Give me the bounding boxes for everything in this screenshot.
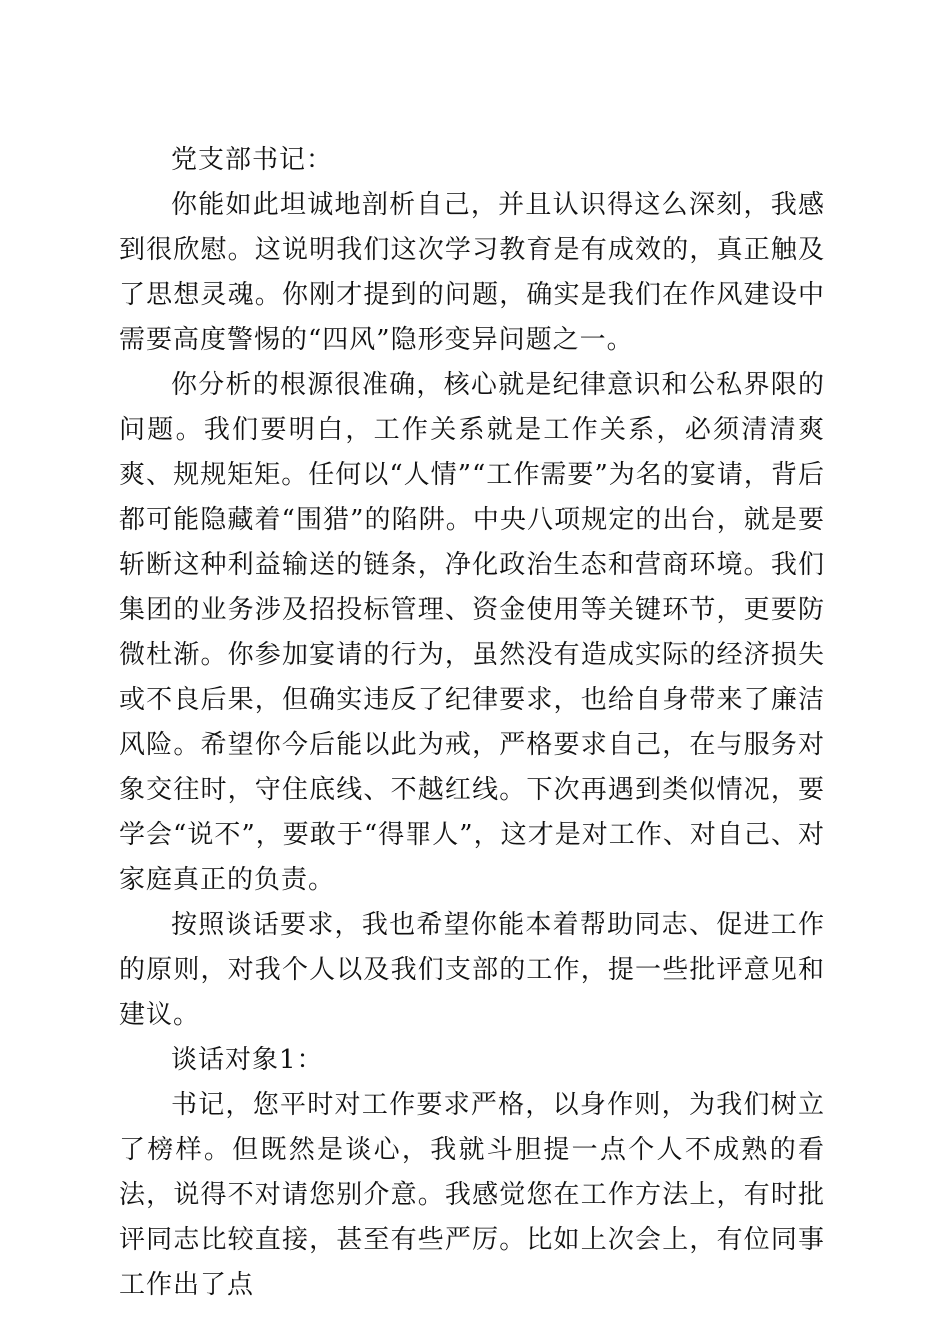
paragraph-interviewee-feedback: 书记，您平时对工作要求严格，以身作则，为我们树立了榜样。但既然是谈心，我就斗胆提一点个人不成熟的看法，说得不对请您别介意。我感觉您在工作方法上，有时批评同志比较直接，甚至有些严厉。比如上次会上，有位同事工作出了点 <box>119 1090 825 1300</box>
paragraph-root-cause-analysis: 你分析的根源很准确，核心就是纪律意识和公私界限的问题。我们要明白，工作关系就是工作关系，必须清清爽爽、规规矩矩。任何以“人情”“工作需要”为名的宴请，背后都可能隐藏着“围猎”的陷阱。中央八项规定的出台，就是要斩断这种利益输送的链条，净化政治生态和营商环境。我们集团的业务涉及招投标管理、资金使用等关键环节，更要防微杜渐。你参加宴请的行为，虽然没有造成实际的经济损失或不良后果，但确实违反了纪律要求，也给自身带来了廉洁风险。希望你今后能以此为戒，严格要求自己，在与服务对象交往时，守住底线、不越红线。下次再遇到类似情况，要学会“说不”，要敢于“得罪人”，这才是对工作、对自己、对家庭真正的负责。 <box>119 370 825 895</box>
paragraph-request-feedback: 按照谈话要求，我也希望你能本着帮助同志、促进工作的原则，对我个人以及我们支部的工作，提一些批评意见和建议。 <box>119 910 825 1030</box>
speaker-label-secretary: 党支部书记： <box>171 145 334 175</box>
paragraph-secretary-response: 你能如此坦诚地剖析自己，并且认识得这么深刻，我感到很欣慰。这说明我们这次学习教育是有成效的，真正触及了思想灵魂。你刚才提到的问题，确实是我们在作风建设中需要高度警惕的“四风”隐形变异问题之一。 <box>119 190 825 355</box>
document-body <box>119 138 825 1308</box>
speaker-label-interviewee-1: 谈话对象1： <box>171 1045 324 1075</box>
